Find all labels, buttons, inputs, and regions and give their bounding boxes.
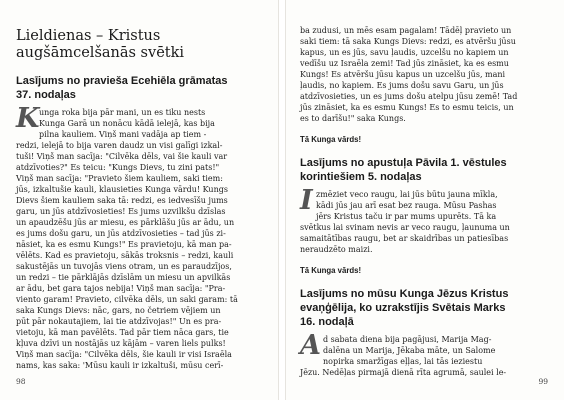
text-line: Viņš man sacīja: "Pravieto šiem kauliem, saki tiem: [16, 174, 223, 183]
text-line: es jums došu garu, un jūs atdzīvosieties – tad jūs zi- [16, 229, 226, 238]
word-of-the-lord-1: Tā Kunga vārds! [300, 135, 362, 144]
reading-text-corinthians [300, 185, 548, 255]
text-line: saka Kungs Dievs: nāc, gars, no četriem vējiem un [16, 306, 221, 315]
right-page [285, 0, 564, 400]
text-line: svētkus lai svinam nevis ar veco raugu, ļaunuma un [300, 223, 510, 232]
text-line: zmēziet veco raugu, lai jūs būtu jauna mīkla, [316, 190, 498, 199]
reading-heading-corinthians [300, 156, 548, 184]
reading-heading-corinthians-line-2: korintiešiem 5. nodaļas [300, 171, 422, 183]
text-line: viento garam! Pravieto, cilvēka dēls, un saki garam: tā [16, 295, 238, 304]
reading-heading-corinthians-line-1: Lasījums no apustuļa Pāvila 1. vēstules [300, 157, 507, 169]
text-line: un apaudzēšu jūs ar miesu, es pārklāšu jūs ar ādu, un [16, 218, 235, 227]
word-of-the-lord-2: Tā Kunga vārds! [300, 266, 362, 275]
right-page-content [300, 25, 548, 378]
text-line: nams, kas saka: 'Mūsu kauli ir izkaltuši, mūsu cerī- [16, 361, 224, 370]
drop-cap: I [300, 185, 313, 216]
text-line: pūt pār nokautajiem, lai tie atdzīvojas!" Un es pra- [16, 317, 222, 326]
reading-text-mark [300, 330, 548, 378]
text-line: ļaudis, no kapiem. Es jums došu savu Garu, un jūs [300, 81, 504, 90]
text-line: neraudzēto maizi. [300, 245, 373, 254]
reading-heading-mark-line-3: 16. nodaļā [300, 316, 354, 328]
text-line: ar ādu, bet gara tajos nebija! Viņš man sacīja: "Pra- [16, 284, 226, 293]
text-line: sakustējās un tuvojās viens otram, un es paraudzījos, [16, 262, 232, 271]
text-line: saki tiem: tā saka Kungs Dievs: redzi, es atvēršu jūsu [300, 37, 516, 46]
text-line: garu, un jūs atdzīvosieties! Es jums uzvilkšu dzīslas [16, 207, 226, 216]
text-line: Dievs šiem kauliem saka tā: redzi, es iedvesīšu jums [16, 196, 228, 205]
text-line: atdzīvosieties, un es jums došu atelpu jūsu zemē! Tad [300, 92, 518, 101]
left-page [0, 0, 279, 400]
text-line: kapus, un es jūs, savu ļaudis, uzcelšu no kapiem un [300, 48, 509, 57]
text-line: redzi, ielejā to bija varen daudz un visi galīgi izkal- [16, 141, 223, 150]
text-line: unga roka bija pār mani, un es tiku nests [39, 108, 206, 117]
page-number-left: 98 [16, 377, 26, 386]
reading-heading-mark [300, 287, 548, 329]
text-line: un redzi – tie pārklājās dzīslām un miesu un apvilkās [16, 273, 231, 282]
reading-heading-ezekiel-line-2: 37. nodaļas [16, 89, 76, 101]
text-line: nopirka smaržīgas eļļas, lai tās ieziestu [323, 357, 483, 366]
reading-heading-ezekiel-line-1: Lasījums no pravieša Ecehiēla grāmatas [16, 75, 228, 87]
reading-heading-mark-line-2: evaņģēlija, ko uzrakstījis Svētais Marks [300, 302, 506, 314]
text-line: jūs zināsiet, ka es esmu Kungs! Es to esmu teicis, un [300, 103, 514, 112]
reading-text-ezekiel [16, 103, 263, 371]
page-title [16, 28, 263, 62]
text-line: pilna kauliem. Viņš mani vadāja ap tiem - [39, 130, 207, 139]
text-line: ba zudusi, un mēs esam pagalam! Tādēļ pravieto un [300, 26, 512, 35]
text-line: Jēzu. Nedēļas pirmajā dienā rīta agrumā, saulei le- [300, 368, 507, 377]
page-number-right: 99 [538, 377, 548, 386]
text-line: d sabata diena bija pagājusi, Marija Mag- [323, 335, 492, 344]
reading-heading-mark-line-1: Lasījums no mūsu Kunga Jēzus Kristus [300, 288, 509, 300]
text-line: Kungs! Es atvēršu jūsu kapus un uzcelšu jūs, mani [300, 70, 506, 79]
text-line: jērs Kristus taču ir par mums upurēts. Tā ka [316, 212, 497, 221]
text-line: jūs, izkaltušie kauli, klausieties Kunga vārdu! Kungs [16, 185, 228, 194]
text-line: dalēna un Marija, Jēkaba māte, un Salome [323, 346, 496, 355]
text-line: nāsiet, ka es esmu Kungs!" Es pravietoju, kā man pa- [16, 240, 232, 249]
drop-cap: A [300, 330, 321, 361]
text-line: kādi jūs jau arī esat bez rauga. Mūsu Pashas [316, 201, 497, 210]
text-line: es to darīšu!" saka Kungs. [300, 114, 406, 123]
text-line: tuši! Viņš man sacīja: "Cilvēka dēls, vai šie kauli var [16, 152, 228, 161]
reading-text-ezekiel-continued [300, 25, 548, 124]
reading-heading-ezekiel [16, 74, 263, 102]
text-line: vedīšu uz Israēla zemi! Tad jūs zināsiet, ka es esmu [300, 59, 509, 68]
text-line: atdzīvoties?" Es teicu: "Kungs Dievs, tu zini pats!" [16, 163, 220, 172]
text-line: Kunga Garā un nonācu kādā ielejā, kas bija [39, 119, 215, 128]
page-title-line-2: augšāmcelšanās svētki [16, 45, 185, 61]
text-line: samaitātības raugu, bet ar skaidrības un patiesības [300, 234, 509, 243]
left-page-content [16, 28, 263, 371]
text-line: kļuva dzīvi un nostājās uz kājām – varen liels pulks! [16, 339, 226, 348]
page-title-line-1: Lieldienas – Kristus [16, 28, 161, 44]
text-line: vēlēts. Kad es pravietoju, sākās troksnis – redzi, kauli [16, 251, 234, 260]
drop-cap: K [16, 103, 40, 134]
text-line: Viņš man sacīja: "Cilvēka dēls, šie kauli ir visi Israēla [16, 350, 232, 359]
text-line: vietoju, kā man pavēlēts. Tad pār tiem nāca gars, tie [16, 328, 229, 337]
